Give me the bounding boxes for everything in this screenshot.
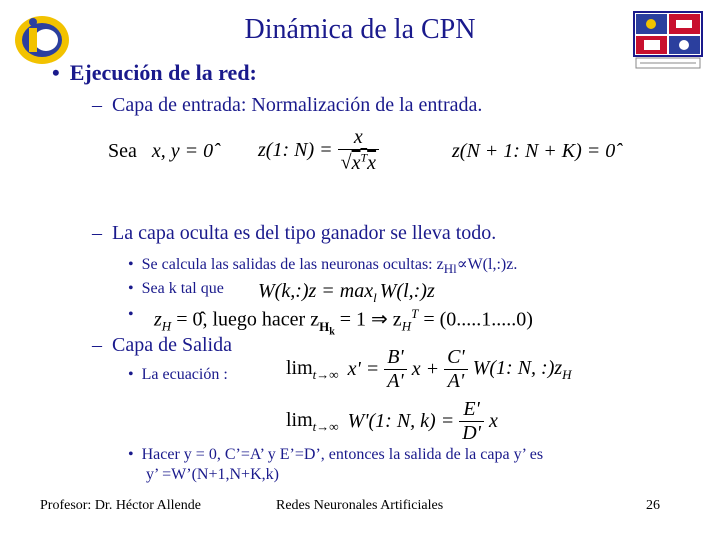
dash-output-layer-text: Capa de Salida bbox=[112, 334, 232, 356]
eq-weight-update bbox=[286, 398, 498, 445]
eq-max-tail: W(l,:)z bbox=[379, 280, 435, 302]
eq-out-frac2-num: C' bbox=[444, 346, 468, 370]
eq-out-lhs: x' = bbox=[347, 358, 380, 380]
sub-hidden-outputs-tail: ∝W(l,:)z. bbox=[456, 256, 518, 273]
eq-winner-then: = 0̂, luego hacer z bbox=[171, 308, 320, 331]
eq-winner bbox=[154, 306, 533, 337]
eq-sea-word: Sea bbox=[108, 140, 137, 162]
eq-out-mid: x + bbox=[411, 358, 440, 380]
dash-hidden-layer-text: La capa oculta es del tipo ganador se lleva todo. bbox=[112, 222, 497, 244]
eq-zero-rest: z(N + 1: N + K) = 0̂ bbox=[452, 140, 616, 162]
eq-w-lhs: W'(1: N, k) = bbox=[347, 410, 455, 432]
eq-winner-z: z bbox=[154, 308, 162, 331]
eq-norm-num: x bbox=[338, 126, 379, 150]
sub-final-line1: Hacer y = 0, C’=A’ y E’=D’, entonces la salida de la capa y’ es bbox=[141, 446, 544, 463]
bullet-icon: • bbox=[52, 60, 60, 85]
eq-norm-den-x: x bbox=[351, 151, 361, 174]
eq-norm-fraction bbox=[338, 126, 379, 175]
eq-winner-zh-sup: T bbox=[411, 306, 419, 321]
eq-winner-hk-k: k bbox=[329, 326, 335, 338]
eq-norm-den-sup: T bbox=[360, 150, 368, 164]
sub-winner: • bbox=[128, 306, 134, 323]
footer-author: Profesor: Dr. Héctor Allende bbox=[40, 498, 201, 513]
eq-output-dynamics bbox=[286, 346, 572, 393]
eq-out-tail-sub: H bbox=[562, 366, 572, 382]
eq-out-tail-text: W(1: N, :)z bbox=[472, 356, 563, 379]
sub-hidden-outputs-text: Se calcula las salidas de las neuronas ocultas: z bbox=[141, 256, 444, 273]
bullet-execution bbox=[52, 60, 257, 86]
eq-w-frac-den: D' bbox=[462, 422, 481, 444]
dash-hidden-layer: – La capa oculta es del tipo ganador se lleva todo. bbox=[92, 222, 497, 244]
bullet-execution-text: Ejecución de la red: bbox=[69, 60, 257, 85]
eq-norm-den-tail: x bbox=[367, 151, 377, 174]
eq-w-frac-num: E' bbox=[459, 398, 484, 422]
eq-max-lhs: W(k,:)z = max bbox=[258, 280, 374, 302]
dash-output-layer: – Capa de Salida bbox=[92, 334, 232, 356]
eq-winner-hk-h: H bbox=[319, 318, 330, 334]
eq-out-frac1-num: B' bbox=[384, 346, 407, 370]
sub-sea-k-text: Sea k tal que bbox=[141, 280, 224, 297]
eq-norm-lhs: z(1: N) = bbox=[258, 138, 333, 161]
eq-winner-hk bbox=[319, 318, 335, 338]
sub-equation-label-text: La ecuación : bbox=[141, 366, 228, 383]
eq-out-lim-sub: t→∞ bbox=[312, 366, 339, 382]
sub-final: • Hacer y = 0, C’=A’ y E’=D’, entonces la salida de la capa y’ es bbox=[128, 446, 544, 463]
eq-max bbox=[258, 280, 435, 306]
eq-w-tail: x bbox=[488, 410, 498, 432]
sub-sea-k: • Sea k tal que bbox=[128, 280, 224, 297]
footer-page-number: 26 bbox=[646, 498, 660, 513]
eq-out-frac2 bbox=[444, 346, 468, 393]
slide-title: Dinámica de la CPN bbox=[244, 14, 476, 45]
eq-w-lim bbox=[286, 408, 339, 434]
eq-norm-den: $√x^Tx$ bbox=[340, 150, 377, 174]
eq-out-frac2-den: A' bbox=[447, 370, 465, 392]
sub-final-line2: y’ =W’(N+1,N+K,k) bbox=[146, 466, 279, 483]
eq-out-tail bbox=[472, 356, 572, 382]
eq-winner-z-sub: H bbox=[161, 318, 172, 334]
eq-normalization bbox=[258, 126, 379, 175]
dash-input-layer-text: Capa de entrada: Normalización de la entrada. bbox=[112, 94, 483, 116]
eq-w-frac bbox=[459, 398, 484, 445]
footer-course: Redes Neuronales Artificiales bbox=[276, 498, 444, 513]
eq-out-lim-word: lim bbox=[286, 356, 313, 379]
eq-out-frac1-den: A' bbox=[387, 370, 404, 392]
sub-equation-label: • La ecuación : bbox=[128, 366, 228, 383]
eq-w-lim-word: lim bbox=[286, 408, 313, 431]
eq-winner-zh-sub: H bbox=[401, 318, 412, 334]
eq-sea bbox=[108, 140, 213, 163]
eq-winner-implies: = 1 ⇒ z bbox=[334, 308, 402, 331]
eq-sea-vars: x, y = 0̂ bbox=[151, 140, 214, 162]
eq-out-lim bbox=[286, 356, 339, 382]
eq-out-frac1 bbox=[384, 346, 407, 393]
sub-hidden-outputs-sub: Hl bbox=[443, 261, 457, 277]
eq-w-lim-sub: t→∞ bbox=[312, 418, 339, 434]
sub-hidden-outputs: • Se calcula las salidas de las neuronas ocultas: $z_{Hl}\propto W(l,:)z$. bbox=[128, 256, 518, 277]
dash-input-layer: – Capa de entrada: Normalización de la entrada. bbox=[92, 94, 483, 116]
eq-max-sub: l bbox=[373, 290, 377, 305]
eq-winner-vector: = (0.....1.....0) bbox=[418, 308, 533, 331]
